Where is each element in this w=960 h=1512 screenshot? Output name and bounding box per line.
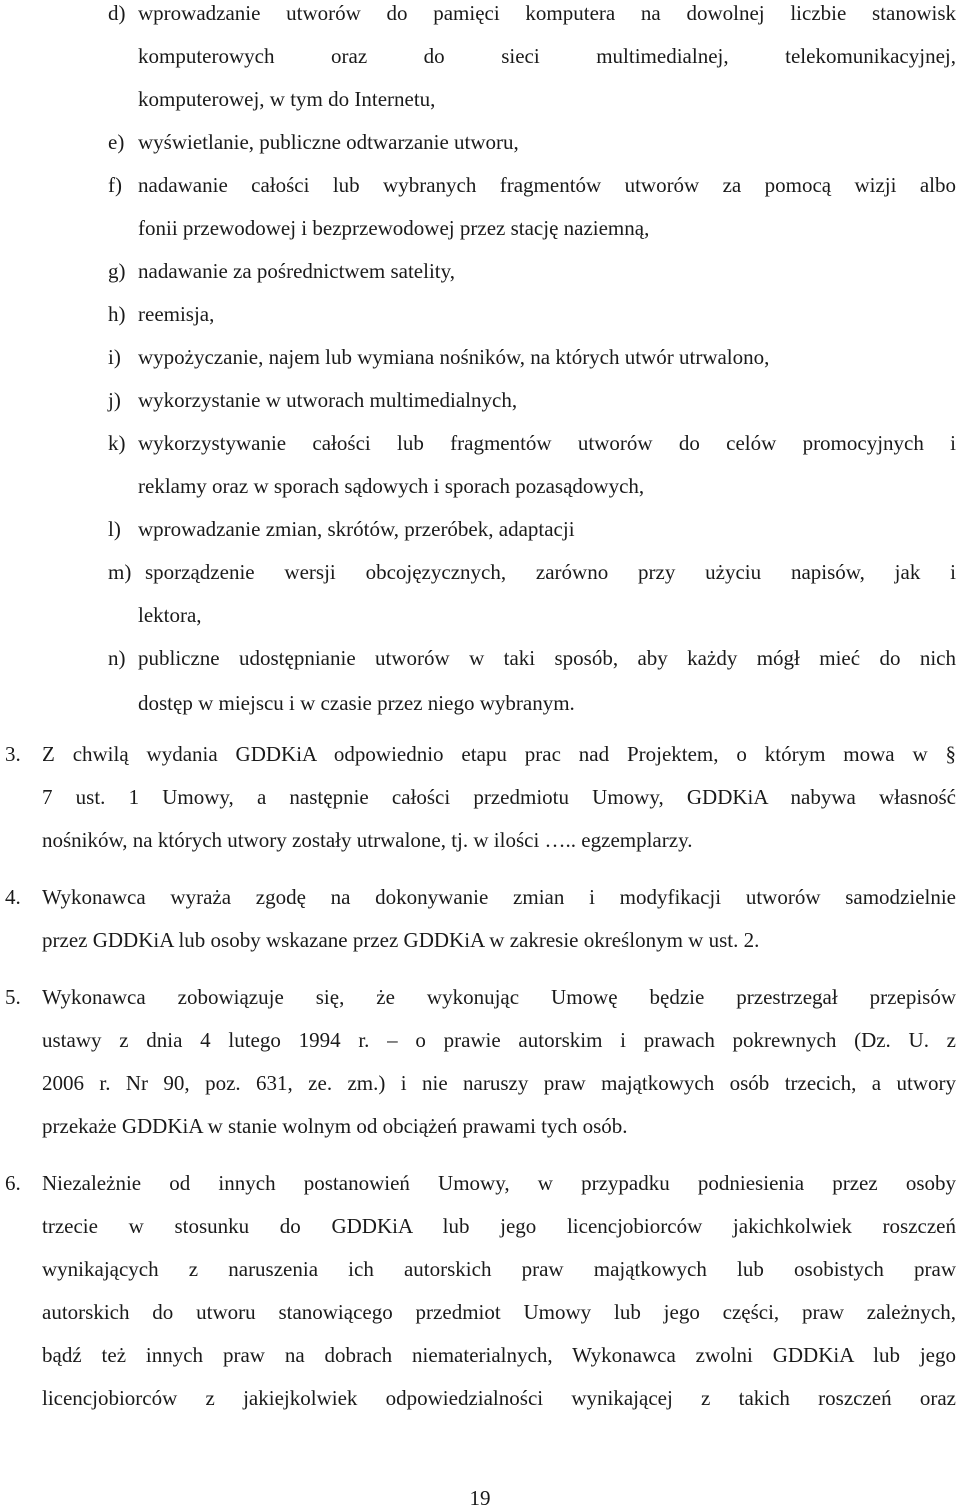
list-label: h) — [108, 302, 126, 326]
list-number: 5. — [5, 985, 21, 1009]
list-label: f) — [108, 173, 122, 197]
text-line: wprowadzanie utworów do pamięci komputera na dowolnej liczbie stanowisk — [138, 1, 956, 25]
text-line: przekaże GDDKiA w stanie wolnym od obciążeń prawami tych osób. — [42, 1114, 628, 1138]
text-line: dostęp w miejscu i w czasie przez niego wybranym. — [138, 691, 575, 715]
text-line: autorskich do utworu stanowiącego przedmiot Umowy lub jego części, praw zależnych, — [42, 1300, 956, 1324]
list-number: 4. — [5, 885, 21, 909]
text-line: 2006 r. Nr 90, poz. 631, ze. zm.) i nie naruszy praw majątkowych osób trzecich, a utwory — [42, 1071, 956, 1095]
text-line: reemisja, — [138, 302, 215, 326]
text-line: nadawanie za pośrednictwem satelity, — [138, 259, 456, 283]
text-line: przez GDDKiA lub osoby wskazane przez GDDKiA w zakresie określonym w ust. 2. — [42, 928, 760, 952]
text-line: komputerowej, w tym do Internetu, — [138, 87, 436, 111]
text-line: komputerowych oraz do sieci multimedialnej, telekomunikacyjnej, — [138, 44, 956, 68]
text-line: sporządzenie wersji obcojęzycznych, zarówno przy użyciu napisów, jak i — [145, 560, 956, 584]
text-line: wykorzystanie w utworach multimedialnych, — [138, 388, 518, 412]
list-label: j) — [108, 388, 121, 412]
text-line: bądź też innych praw na dobrach niematerialnych, Wykonawca zwolni GDDKiA lub jego — [42, 1343, 956, 1367]
text-line: ustawy z dnia 4 lutego 1994 r. – o prawie autorskim i prawach pokrewnych (Dz. U. z — [42, 1028, 956, 1052]
list-label: k) — [108, 431, 126, 455]
list-number: 3. — [5, 742, 21, 766]
list-label: l) — [108, 517, 121, 541]
list-label: n) — [108, 646, 126, 670]
list-label: m) — [108, 560, 132, 584]
text-line: reklamy oraz w sporach sądowych i sporach pozasądowych, — [138, 474, 645, 498]
text-line: trzecie w stosunku do GDDKiA lub jego licencjobiorców jakichkolwiek roszczeń — [42, 1214, 956, 1238]
list-label: d) — [108, 1, 126, 25]
text-line: Z chwilą wydania GDDKiA odpowiednio etapu prac nad Projektem, o którym mowa w § — [42, 742, 956, 766]
list-label: g) — [108, 259, 126, 283]
text-line: wykorzystywanie całości lub fragmentów utworów do celów promocyjnych i — [138, 431, 956, 455]
text-line: licencjobiorców z jakiejkolwiek odpowiedzialności wynikającej z takich roszczeń oraz — [42, 1386, 956, 1410]
text-line: Wykonawca zobowiązuje się, że wykonując Umowę będzie przestrzegał przepisów — [42, 985, 956, 1009]
text-line: wynikających z naruszenia ich autorskich praw majątkowych lub osobistych praw — [42, 1257, 956, 1281]
text-line: wypożyczanie, najem lub wymiana nośników, na których utwór utrwalono, — [138, 345, 770, 369]
list-label: e) — [108, 130, 125, 154]
text-line: wprowadzanie zmian, skrótów, przeróbek, adaptacji — [138, 517, 575, 541]
text-line: Wykonawca wyraża zgodę na dokonywanie zmian i modyfikacji utworów samodzielnie — [42, 885, 956, 909]
text-line: lektora, — [138, 603, 202, 627]
text-line: publiczne udostępnianie utworów w taki sposób, aby każdy mógł mieć do nich — [138, 646, 956, 670]
text-line: fonii przewodowej i bezprzewodowej przez stację naziemną, — [138, 216, 650, 240]
list-number: 6. — [5, 1171, 21, 1195]
text-line: 7 ust. 1 Umowy, a następnie całości przedmiotu Umowy, GDDKiA nabywa własność — [42, 785, 956, 809]
text-line: Niezależnie od innych postanowień Umowy, w przypadku podniesienia przez osoby — [42, 1171, 956, 1195]
text-line: wyświetlanie, publiczne odtwarzanie utworu, — [138, 130, 519, 154]
list-label: i) — [108, 345, 121, 369]
text-line: nośników, na których utwory zostały utrwalone, tj. w ilości ….. egzemplarzy. — [42, 828, 693, 852]
text-line: nadawanie całości lub wybranych fragmentów utworów za pomocą wizji albo — [138, 173, 956, 197]
page-number: 19 — [469, 1486, 491, 1510]
